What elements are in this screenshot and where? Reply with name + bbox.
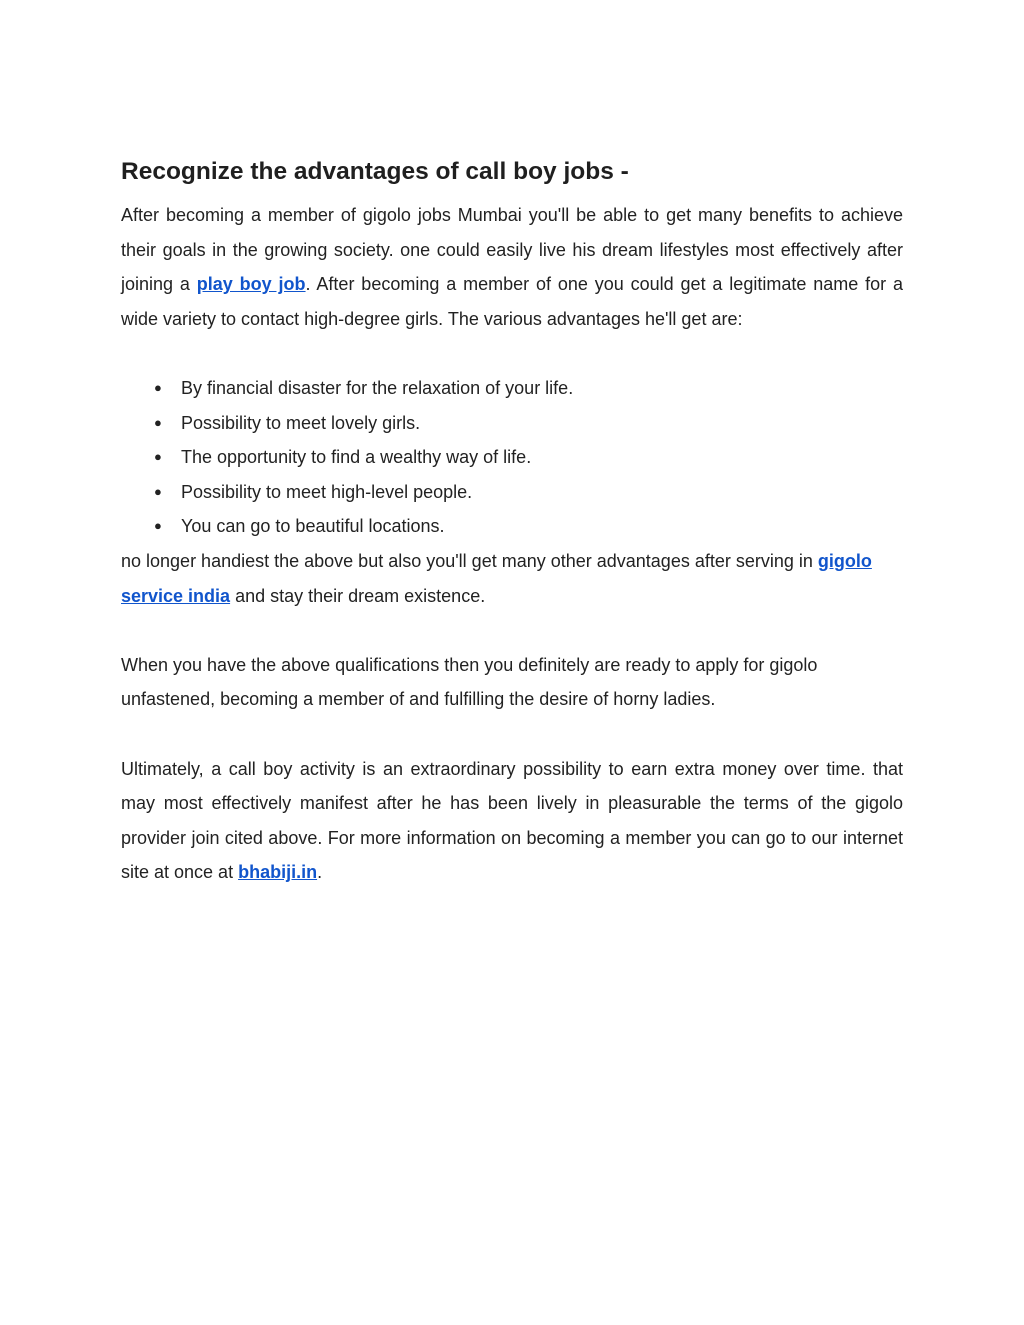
list-item bbox=[121, 509, 903, 544]
advantages-paragraph bbox=[121, 544, 903, 613]
spacer bbox=[121, 717, 903, 752]
gigolo-service-india-link[interactable]: gigolo service india bbox=[121, 550, 872, 606]
conclusion-text-after: . bbox=[317, 862, 323, 883]
conclusion-text-before: Ultimately, a call boy activity is an extraordinary possibility to earn extra money over time. that may most effectively manifest after he has been lively in pleasurable the terms of the gigolo provider join cited above. For more information on becoming a member you can go to our internet site at once at bbox=[121, 758, 903, 883]
bullet-icon: ● bbox=[154, 483, 162, 499]
list-item-text: Possibility to meet lovely girls. bbox=[181, 412, 421, 433]
bullet-icon: ● bbox=[154, 449, 162, 465]
conclusion-paragraph bbox=[121, 752, 903, 890]
list-item bbox=[121, 475, 903, 510]
bullet-icon: ● bbox=[154, 518, 162, 534]
page-title: Recognize the advantages of call boy jobs - bbox=[121, 158, 629, 185]
bullet-icon: ● bbox=[154, 414, 162, 430]
intro-text-after: . After becoming a member of one you could get a legitimate name for a wide variety to contact high-degree girls. The various advantages he'll get are: bbox=[121, 274, 903, 329]
list-item-text: The opportunity to find a wealthy way of life. bbox=[181, 447, 532, 468]
intro-paragraph bbox=[121, 198, 903, 336]
qualifications-paragraph: When you have the above qualifications then you definitely are ready to apply for gigolo unfastened, becoming a member of and fulfilling the desire of horny ladies. bbox=[121, 654, 818, 710]
list-item-text: You can go to beautiful locations. bbox=[181, 516, 445, 537]
list-item bbox=[121, 440, 903, 475]
spacer bbox=[121, 336, 903, 371]
list-item-text: By financial disaster for the relaxation of your life. bbox=[181, 377, 574, 398]
list-item bbox=[121, 371, 903, 406]
bhabiji-site-link[interactable]: bhabiji.in bbox=[238, 862, 318, 883]
spacer bbox=[121, 613, 903, 648]
intro-text-before: After becoming a member of gigolo jobs Mumbai you'll be able to get many benefits to achieve their goals in the growing society. one could easily live his dream lifestyles most effectively after joining a bbox=[121, 205, 903, 295]
bullet-icon: ● bbox=[154, 379, 162, 395]
advantages-text-before: no longer handiest the above but also you'll get many other advantages after serving in bbox=[121, 550, 818, 571]
play-boy-job-link[interactable]: play boy job bbox=[196, 274, 306, 295]
list-item-text: Possibility to meet high-level people. bbox=[181, 481, 473, 502]
advantages-text-after: and stay their dream existence. bbox=[230, 585, 486, 606]
advantages-list bbox=[121, 371, 903, 544]
document-page bbox=[121, 152, 903, 890]
list-item bbox=[121, 406, 903, 441]
